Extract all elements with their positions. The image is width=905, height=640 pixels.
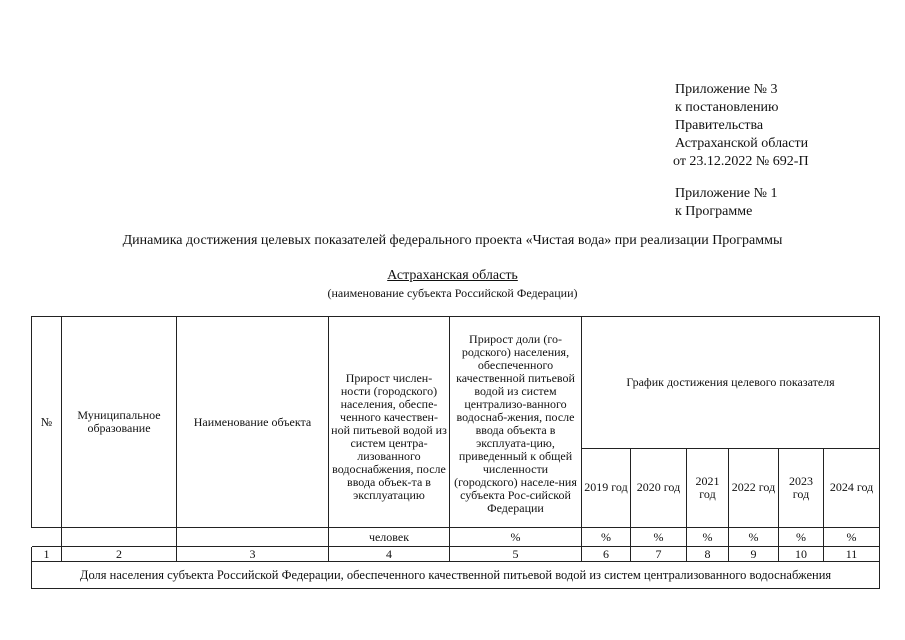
column-number: 8 <box>687 547 729 562</box>
header-year: 2019 год <box>582 448 631 527</box>
header-year: 2023 год <box>779 448 824 527</box>
column-number: 3 <box>177 547 329 562</box>
unit-growth-share: % <box>450 528 582 547</box>
unit-year: % <box>729 528 779 547</box>
indicator-table <box>31 316 880 589</box>
unit-growth-count: человек <box>329 528 450 547</box>
column-number: 9 <box>729 547 779 562</box>
document-title: Динамика достижения целевых показателей федерального проекта «Чистая вода» при реализации Программы <box>122 233 783 248</box>
subject-line <box>0 268 905 284</box>
unit-year: % <box>824 528 880 547</box>
header-growth-count: Прирост числен-ности (городского) населения, обеспе-ченного качествен-ной питьевой водой из систем центра-лизованного водоснабжения, после ввода объек-та в эксплуатацию <box>329 317 450 528</box>
unit-year: % <box>582 528 631 547</box>
unit-year: % <box>779 528 824 547</box>
subject-name: Астраханская область <box>387 268 518 283</box>
column-number: 7 <box>631 547 687 562</box>
appendix-line: к Программе <box>675 204 753 219</box>
appendix-line: к постановлению <box>675 100 779 115</box>
header-growth-share: Прирост доли (го-родского) населения, обеспеченного качественной питьевой водой из систем централизо-ванного водоснаб-жения, после ввода объекта в эксплуата-цию, приведенный к общей численности (городского) населе-ния субъекта Рос-сийской Федерации <box>450 317 582 528</box>
unit-year: % <box>631 528 687 547</box>
appendix-block <box>675 81 809 221</box>
header-schedule: График достижения целевого показателя <box>582 317 880 449</box>
appendix-line: Правительства <box>675 118 764 133</box>
header-year: 2021 год <box>687 448 729 527</box>
appendix-line: Астраханской области <box>675 136 809 151</box>
header-row <box>32 317 880 449</box>
appendix-spacer <box>675 171 809 185</box>
column-number: 1 <box>32 547 62 562</box>
units-empty-cell <box>32 528 62 547</box>
column-number: 4 <box>329 547 450 562</box>
units-empty-cell <box>62 528 177 547</box>
header-year: 2020 год <box>631 448 687 527</box>
header-num: № <box>32 317 62 528</box>
appendix-line: Приложение № 1 <box>675 186 778 201</box>
section-row-text: Доля населения субъекта Российской Федерации, обеспеченного качественной питьевой водой из систем централизованного водоснабжения <box>32 562 880 589</box>
header-year: 2024 год <box>824 448 880 527</box>
column-number: 6 <box>582 547 631 562</box>
units-row <box>32 528 880 547</box>
column-number: 5 <box>450 547 582 562</box>
column-number: 11 <box>824 547 880 562</box>
appendix-date: от 23.12.2022 № 692-П <box>673 154 809 169</box>
column-number: 10 <box>779 547 824 562</box>
column-number: 2 <box>62 547 177 562</box>
unit-year: % <box>687 528 729 547</box>
header-object: Наименование объекта <box>177 317 329 528</box>
column-numbers-row <box>32 547 880 562</box>
appendix-line: Приложение № 3 <box>675 82 778 97</box>
section-row <box>32 562 880 589</box>
header-municipality: Муниципальное образование <box>62 317 177 528</box>
header-year: 2022 год <box>729 448 779 527</box>
units-empty-cell <box>177 528 329 547</box>
subject-caption: (наименование субъекта Российской Федерации) <box>327 286 578 300</box>
